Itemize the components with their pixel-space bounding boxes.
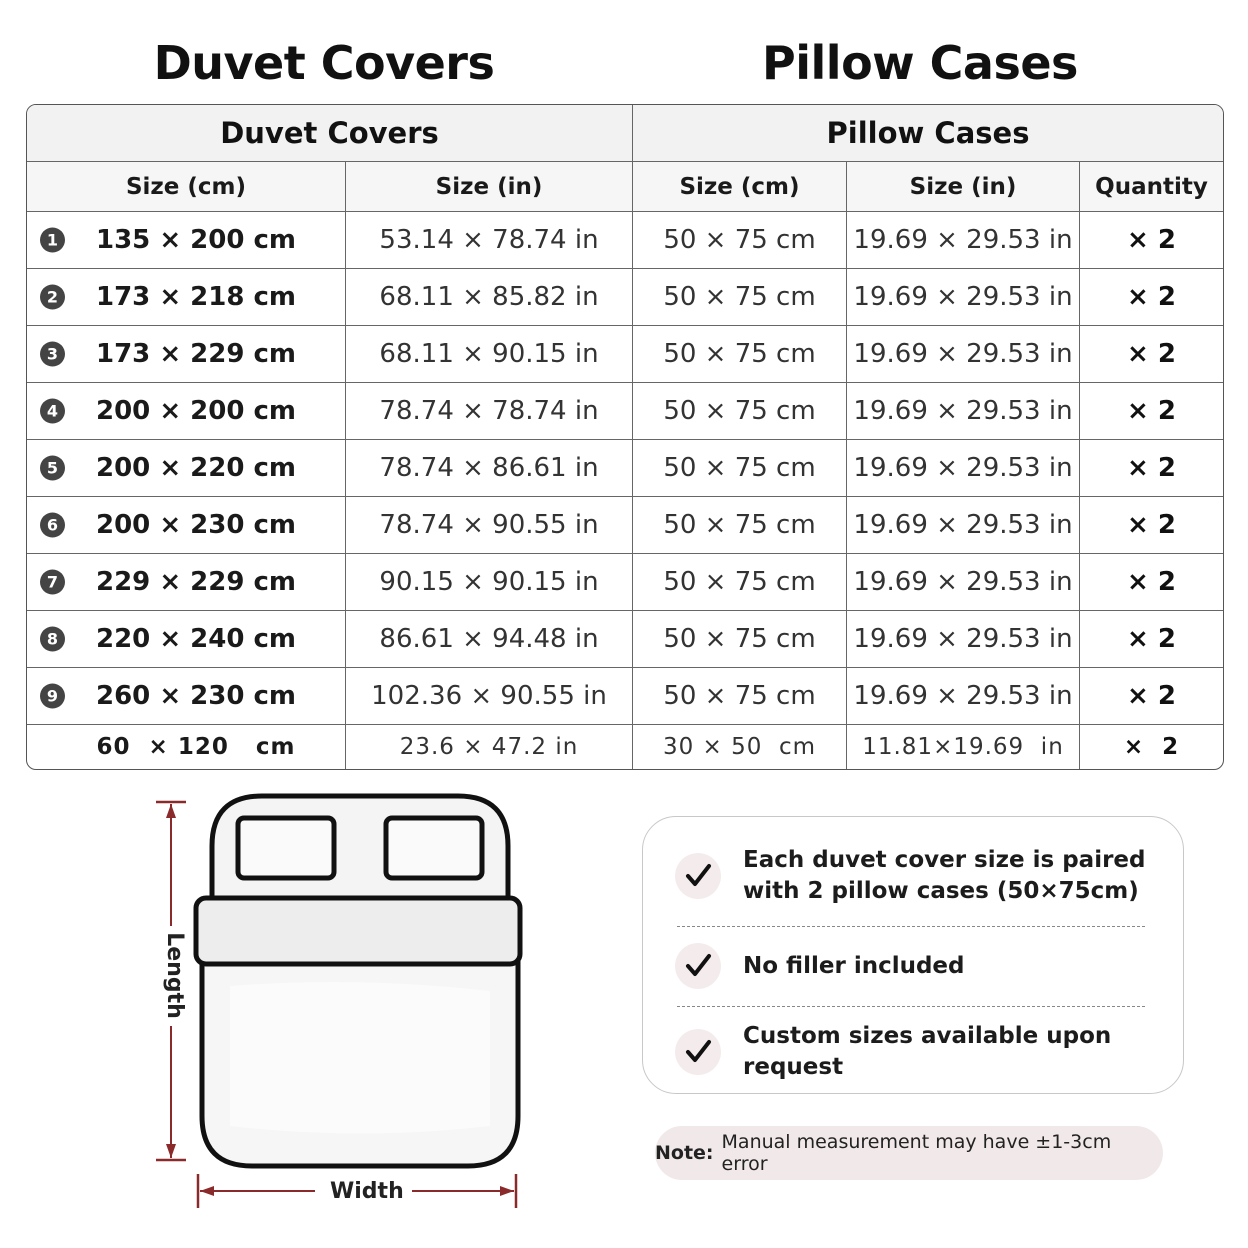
row-number-badge: 2	[40, 285, 65, 310]
table-row	[27, 611, 1223, 668]
pillow-size-cm-cell	[633, 326, 847, 383]
size-table	[26, 104, 1224, 770]
quantity-cell	[1080, 611, 1223, 668]
pillow-size-in-cell-text: 19.69 × 29.53 in	[853, 567, 1073, 597]
pillow-size-cm-cell-text: 50 × 75 cm	[663, 225, 816, 255]
pillow-size-cm-cell-text: 50 × 75 cm	[663, 510, 816, 540]
table-row	[27, 554, 1223, 611]
quantity-cell-text: × 2	[1127, 681, 1176, 711]
quantity-cell	[1080, 383, 1223, 440]
pillow-size-in-cell-text: 19.69 × 29.53 in	[853, 681, 1073, 711]
duvet-size-in-cell	[346, 269, 633, 326]
pillow-group-header: Pillow Cases	[633, 105, 1223, 162]
info-divider	[677, 926, 1145, 927]
table-row	[27, 440, 1223, 497]
duvet-size-in-cell-text: 86.61 × 94.48 in	[379, 624, 599, 654]
pillow-size-cm-cell	[633, 725, 847, 769]
info-item-custom	[675, 1021, 1155, 1083]
pillow-cases-title: Pillow Cases	[762, 36, 1078, 90]
table-body	[27, 212, 1223, 769]
duvet-size-in-cell	[346, 326, 633, 383]
pillow-size-in-cell-text: 19.69 × 29.53 in	[853, 396, 1073, 426]
duvet-size-in-cell	[346, 554, 633, 611]
column-header-pillow-cm: Size (cm)	[633, 162, 847, 212]
checkmark-icon	[675, 943, 721, 989]
quantity-cell	[1080, 554, 1223, 611]
pillow-size-in-cell-text: 19.69 × 29.53 in	[853, 453, 1073, 483]
duvet-size-in-cell-text: 90.15 × 90.15 in	[379, 567, 599, 597]
row-number-badge: 9	[40, 684, 65, 709]
quantity-cell-text: × 2	[1127, 225, 1176, 255]
duvet-size-in-cell-text: 102.36 × 90.55 in	[371, 681, 607, 711]
duvet-size-in-cell-text: 78.74 × 90.55 in	[379, 510, 599, 540]
table-row	[27, 326, 1223, 383]
quantity-cell-text: × 2	[1127, 510, 1176, 540]
pillow-size-cm-cell-text: 50 × 75 cm	[663, 624, 816, 654]
duvet-size-in-cell-text: 68.11 × 90.15 in	[379, 339, 599, 369]
duvet-size-cm-cell	[27, 497, 346, 554]
column-header-quantity: Quantity	[1080, 162, 1223, 212]
pillow-size-in-cell	[847, 611, 1080, 668]
duvet-size-cm-cell-text: 200 × 230 cm	[96, 510, 296, 540]
quantity-cell-text: × 2	[1127, 453, 1176, 483]
row-number-badge: 5	[40, 456, 65, 481]
info-text-filler: No filler included	[743, 952, 965, 979]
pillow-size-in-cell-text: 11.81×19.69 in	[862, 734, 1064, 760]
duvet-size-in-cell	[346, 611, 633, 668]
duvet-size-cm-cell	[27, 326, 346, 383]
quantity-cell	[1080, 668, 1223, 725]
pillow-size-cm-cell	[633, 269, 847, 326]
duvet-size-cm-cell	[27, 269, 346, 326]
quantity-cell-text: × 2	[1127, 624, 1176, 654]
pillow-size-in-cell-text: 19.69 × 29.53 in	[853, 225, 1073, 255]
table-row	[27, 212, 1223, 269]
pillow-size-in-cell	[847, 326, 1080, 383]
width-label: Width	[324, 1179, 410, 1204]
row-number-badge: 1	[40, 228, 65, 253]
pillow-size-cm-cell	[633, 383, 847, 440]
info-divider	[677, 1006, 1145, 1007]
duvet-size-in-cell-text: 68.11 × 85.82 in	[379, 282, 599, 312]
quantity-cell-text: × 2	[1127, 282, 1176, 312]
bed-diagram	[140, 786, 540, 1216]
duvet-size-cm-cell-text: 200 × 200 cm	[96, 396, 296, 426]
pillow-size-cm-cell-text: 50 × 75 cm	[663, 396, 816, 426]
duvet-size-in-cell	[346, 440, 633, 497]
quantity-cell-text: × 2	[1127, 567, 1176, 597]
pillow-size-cm-cell-text: 50 × 75 cm	[663, 282, 816, 312]
pillow-size-cm-cell	[633, 668, 847, 725]
quantity-cell	[1080, 725, 1223, 769]
pillow-size-cm-cell	[633, 440, 847, 497]
table-row	[27, 497, 1223, 554]
quantity-cell-text: × 2	[1123, 734, 1180, 760]
checkmark-icon	[675, 853, 721, 899]
quantity-cell-text: × 2	[1127, 396, 1176, 426]
pillow-size-cm-cell-text: 50 × 75 cm	[663, 681, 816, 711]
pillow-size-in-cell	[847, 440, 1080, 497]
pillow-size-cm-cell-text: 30 × 50 cm	[662, 734, 817, 760]
pillow-size-cm-cell-text: 50 × 75 cm	[663, 339, 816, 369]
quantity-cell	[1080, 440, 1223, 497]
duvet-size-cm-cell-text: 173 × 229 cm	[96, 339, 296, 369]
pillow-size-cm-cell	[633, 554, 847, 611]
pillow-size-in-cell	[847, 212, 1080, 269]
column-header-pillow-in: Size (in)	[847, 162, 1080, 212]
duvet-size-in-cell-text: 78.74 × 78.74 in	[379, 396, 599, 426]
pillow-size-in-cell	[847, 554, 1080, 611]
duvet-size-cm-cell-text: 173 × 218 cm	[96, 282, 296, 312]
note-text: Manual measurement may have ±1-3cm error	[721, 1131, 1112, 1175]
pillow-size-in-cell	[847, 668, 1080, 725]
pillow-size-in-cell	[847, 269, 1080, 326]
quantity-cell	[1080, 497, 1223, 554]
row-number-badge: 8	[40, 627, 65, 652]
pillow-size-cm-cell-text: 50 × 75 cm	[663, 453, 816, 483]
duvet-size-cm-cell	[27, 212, 346, 269]
duvet-size-cm-cell	[27, 440, 346, 497]
quantity-cell	[1080, 269, 1223, 326]
duvet-covers-title: Duvet Covers	[153, 36, 495, 90]
duvet-size-cm-cell	[27, 554, 346, 611]
duvet-group-header: Duvet Covers	[27, 105, 633, 162]
duvet-size-cm-cell	[27, 383, 346, 440]
duvet-size-cm-cell-text: 60 × 120 cm	[96, 734, 296, 760]
duvet-size-cm-cell	[27, 668, 346, 725]
pillow-size-cm-cell	[633, 212, 847, 269]
duvet-size-cm-cell-text: 220 × 240 cm	[96, 624, 296, 654]
checkmark-icon	[675, 1029, 721, 1075]
info-text-custom: Custom sizes available upon request	[743, 1023, 1112, 1080]
row-number-badge: 4	[40, 399, 65, 424]
duvet-size-in-cell	[346, 497, 633, 554]
pillow-size-in-cell	[847, 725, 1080, 769]
duvet-size-cm-cell-text: 260 × 230 cm	[96, 681, 296, 711]
duvet-size-in-cell	[346, 383, 633, 440]
duvet-size-in-cell	[346, 212, 633, 269]
table-row	[27, 383, 1223, 440]
duvet-size-cm-cell-text: 229 × 229 cm	[96, 567, 296, 597]
pillow-size-in-cell-text: 19.69 × 29.53 in	[853, 624, 1073, 654]
duvet-fold	[196, 898, 520, 964]
duvet-size-cm-cell-text: 135 × 200 cm	[96, 225, 296, 255]
duvet-size-in-cell-text: 53.14 × 78.74 in	[379, 225, 599, 255]
right-pillow	[386, 818, 482, 878]
pillow-size-cm-cell	[633, 611, 847, 668]
pillow-size-in-cell	[847, 383, 1080, 440]
info-panel	[642, 816, 1184, 1094]
quantity-cell	[1080, 212, 1223, 269]
column-header-duvet-in: Size (in)	[346, 162, 633, 212]
pillow-size-in-cell-text: 19.69 × 29.53 in	[853, 510, 1073, 540]
row-number-badge: 7	[40, 570, 65, 595]
pillow-size-cm-cell	[633, 497, 847, 554]
column-header-duvet-cm: Size (cm)	[27, 162, 346, 212]
duvet-size-cm-cell	[27, 611, 346, 668]
duvet-size-in-cell	[346, 668, 633, 725]
note-label: Note:	[655, 1142, 714, 1164]
duvet-size-in-cell-text: 23.6 × 47.2 in	[399, 734, 579, 760]
duvet-size-cm-cell-text: 200 × 220 cm	[96, 453, 296, 483]
duvet-size-in-cell-text: 78.74 × 86.61 in	[379, 453, 599, 483]
row-number-badge: 3	[40, 342, 65, 367]
table-row	[27, 269, 1223, 326]
table-row	[27, 668, 1223, 725]
duvet-size-in-cell	[346, 725, 633, 769]
bed-outline	[196, 796, 520, 1166]
info-item-filler	[675, 943, 1155, 989]
info-item-pairing	[675, 845, 1155, 907]
measurement-note	[655, 1126, 1163, 1180]
pillow-size-in-cell	[847, 497, 1080, 554]
pillow-size-in-cell-text: 19.69 × 29.53 in	[853, 339, 1073, 369]
quantity-cell-text: × 2	[1127, 339, 1176, 369]
row-number-badge: 6	[40, 513, 65, 538]
table-row	[27, 725, 1223, 769]
length-label: Length	[162, 928, 187, 1023]
quantity-cell	[1080, 326, 1223, 383]
pillow-size-in-cell-text: 19.69 × 29.53 in	[853, 282, 1073, 312]
duvet-size-cm-cell	[27, 725, 346, 769]
left-pillow	[238, 818, 334, 878]
pillow-size-cm-cell-text: 50 × 75 cm	[663, 567, 816, 597]
info-text-pairing: Each duvet cover size is paired with 2 pillow cases (50×75cm)	[743, 847, 1146, 904]
